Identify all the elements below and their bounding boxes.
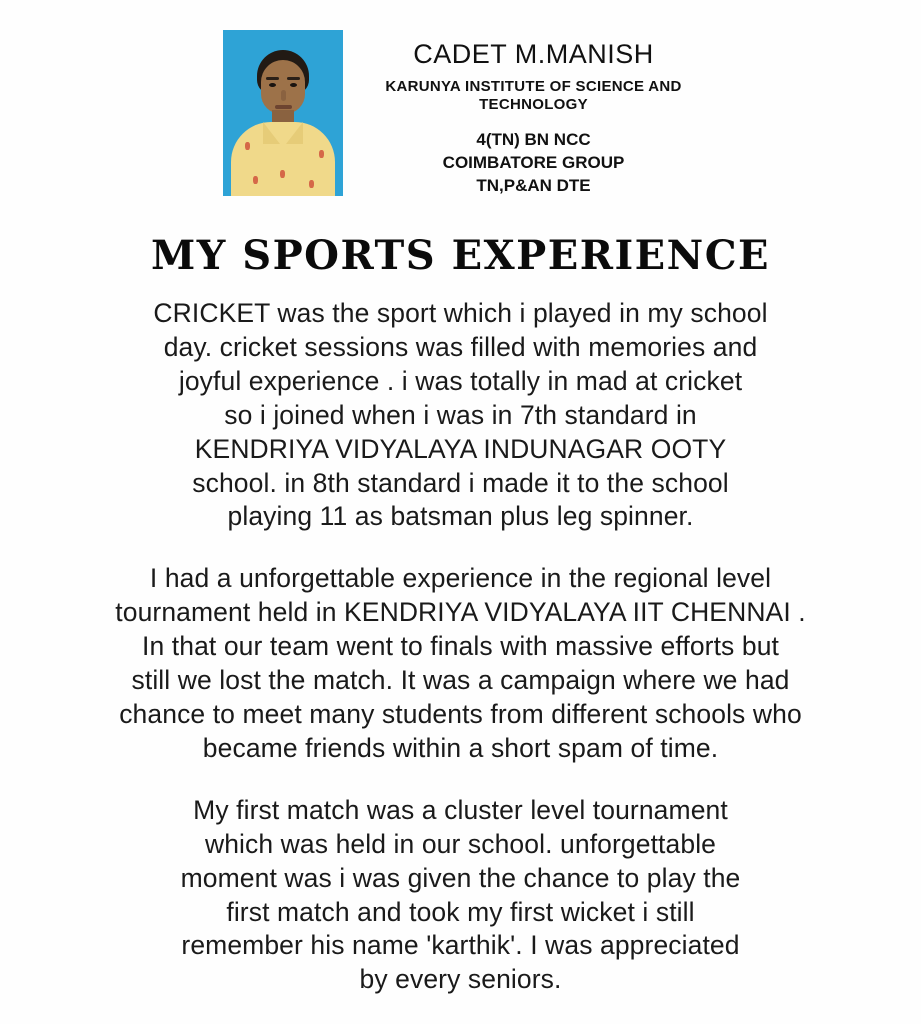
page-title: MY SPORTS EXPERIENCE — [150, 232, 771, 279]
header-text-block — [369, 30, 699, 198]
unit-details — [369, 129, 699, 198]
shirt-pattern-dot — [253, 176, 258, 184]
paragraph-line: KENDRIYA VIDYALAYA INDUNAGAR OOTY — [194, 433, 727, 464]
portrait-collar-left — [263, 122, 280, 144]
institute-line-1: KARUNYA INSTITUTE OF SCIENCE AND — [385, 77, 682, 95]
paragraph-line: moment was i was given the chance to play the — [180, 862, 741, 893]
paragraph-line: joyful experience . i was totally in mad at cricket — [178, 365, 743, 396]
paragraph-regional-tournament — [61, 562, 861, 765]
portrait-brow-right — [287, 77, 300, 80]
portrait-shirt — [231, 122, 335, 196]
paragraph-line: remember his name 'karthik'. I was appreciated — [181, 930, 740, 961]
paragraph-line: school. in 8th standard i made it to the school — [192, 467, 729, 498]
paragraph-line: so i joined when i was in 7th standard in — [224, 399, 697, 430]
portrait-eye-right — [290, 83, 297, 87]
document-header — [0, 0, 921, 198]
paragraph-line: still we lost the match. It was a campaign where we had — [131, 665, 790, 696]
portrait-eye-left — [269, 83, 276, 87]
unit-directorate: TN,P&AN DTE — [476, 176, 591, 196]
paragraph-first-match — [61, 794, 861, 997]
paragraph-school-cricket — [61, 297, 861, 534]
paragraph-line: playing 11 as batsman plus leg spinner. — [227, 501, 694, 532]
paragraph-line: first match and took my first wicket i still — [226, 896, 695, 927]
cadet-photo — [223, 30, 343, 196]
paragraph-line: chance to meet many students from different schools who — [119, 698, 802, 729]
paragraph-line: I had a unforgettable experience in the regional level — [149, 563, 772, 594]
unit-battalion: 4(TN) BN NCC — [476, 130, 591, 150]
shirt-pattern-dot — [245, 142, 250, 150]
portrait-collar-right — [286, 122, 303, 144]
paragraph-line: In that our team went to finals with massive efforts but — [142, 631, 779, 662]
unit-group: COIMBATORE GROUP — [442, 153, 625, 173]
shirt-pattern-dot — [280, 170, 285, 178]
paragraph-line: became friends within a short spam of time. — [202, 732, 719, 763]
portrait-mouth — [275, 105, 292, 109]
document-body — [61, 297, 861, 997]
paragraph-line: My first match was a cluster level tournament — [193, 794, 728, 825]
shirt-pattern-dot — [309, 180, 314, 188]
paragraph-line: by every seniors. — [359, 964, 562, 995]
institute-line-2: TECHNOLOGY — [479, 96, 588, 114]
paragraph-line: which was held in our school. unforgettable — [204, 828, 717, 859]
portrait-brow-left — [266, 77, 279, 80]
paragraph-line: tournament held in KENDRIYA VIDYALAYA IIT CHENNAI . — [115, 597, 806, 628]
paragraph-line: day. cricket sessions was filled with memories and — [163, 331, 758, 362]
paragraph-line: CRICKET was the sport which i played in my school — [153, 298, 768, 328]
shirt-pattern-dot — [319, 150, 324, 158]
cadet-name: CADET M.MANISH — [413, 39, 654, 69]
institute-name — [369, 78, 699, 116]
portrait-nose — [281, 90, 286, 101]
